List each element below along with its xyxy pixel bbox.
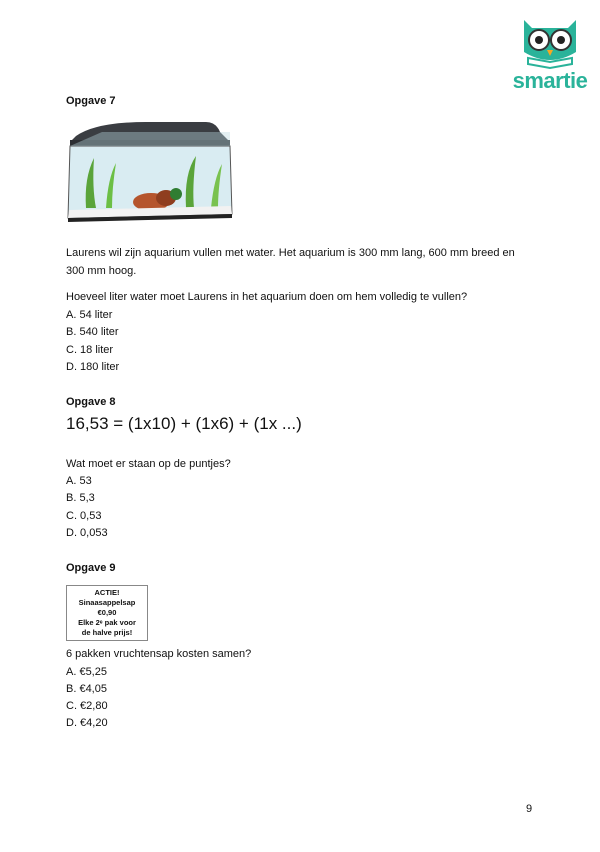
q9-option-d: D. €4,20 [66, 717, 108, 729]
q7-text-line2: 300 mm hoog. [66, 265, 137, 277]
q9-option-c: C. €2,80 [66, 700, 108, 712]
q8-question: Wat moet er staan op de puntjes? [66, 458, 231, 470]
brand-name: smartie [512, 68, 588, 93]
q8-option-d: D. 0,053 [66, 527, 108, 539]
q8-equation: 16,53 = (1x10) + (1x6) + (1x ...) [66, 414, 302, 433]
q7-option-a: A. 54 liter [66, 309, 113, 321]
q9-option-b: B. €4,05 [66, 683, 107, 695]
q8-option-a: A. 53 [66, 475, 92, 487]
q9-question: 6 pakken vruchtensap kosten samen? [66, 648, 252, 660]
q9-title: Opgave 9 [66, 562, 116, 574]
q9-option-a: A. €5,25 [66, 666, 107, 678]
q8-option-c: C. 0,53 [66, 510, 102, 522]
q7-text-line1: Laurens wil zijn aquarium vullen met water. Het aquarium is 300 mm lang, 600 mm breed en [66, 247, 515, 259]
smartie-logo [510, 12, 590, 92]
q8-title: Opgave 8 [66, 396, 116, 408]
q7-option-c: C. 18 liter [66, 344, 114, 356]
promo-line3: €0,90 [97, 608, 117, 617]
q7-question: Hoeveel liter water moet Laurens in het aquarium doen om hem volledig te vullen? [66, 291, 468, 303]
q7-option-d: D. 180 liter [66, 361, 120, 373]
owl-icon [510, 12, 590, 70]
promo-sign [66, 585, 148, 641]
q7-title: Opgave 7 [66, 95, 116, 107]
promo-line2: Sinaasappelsap [78, 598, 136, 607]
promo-line4: Elke 2ᵉ pak voor [78, 618, 136, 627]
q7-option-b: B. 540 liter [66, 326, 119, 338]
page-number: 9 [526, 803, 533, 815]
aquarium-image [66, 118, 236, 230]
q8-option-b: B. 5,3 [66, 492, 95, 504]
promo-line5: de halve prijs! [81, 628, 133, 637]
promo-line1: ACTIE! [94, 588, 120, 597]
